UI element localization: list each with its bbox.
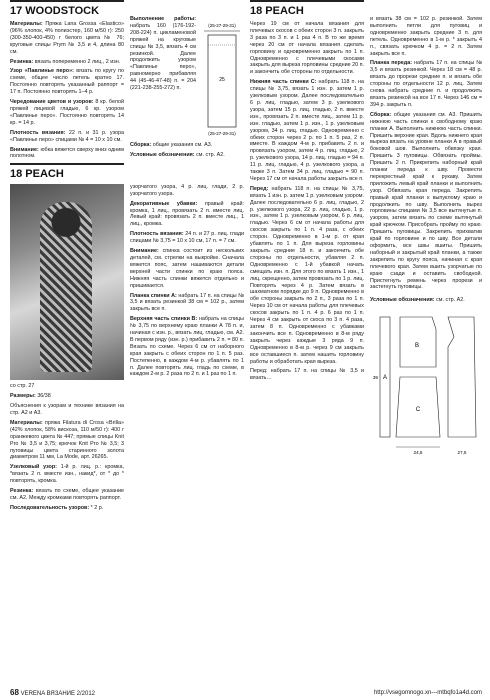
piece-label-a: A (382, 375, 388, 382)
piece-label-b: B (414, 343, 420, 350)
page-number: 68 (10, 688, 19, 697)
paragraph: Плотность вязания: 24 п. и 27 р. лиц. глади спицами № 3,75 = 10 х 10 см, 17 п. = 7 см. (130, 231, 244, 245)
paragraph: Планка переда: набрать 17 п. на спицы № 3,5 и вязать резинкой. Через 18 см = 48 р. вязать до прорези средние п. и вязать обе стороны по отдельности 12 р. лиц. Затем снова набрать средние п. и продолжить вязать резинкой на все 17 п. Через 146 см = 394 р. закрыть п. (370, 60, 482, 108)
model-photo (10, 184, 124, 380)
section-title-woodstock: 17 WOODSTOCK (10, 0, 124, 18)
paragraph: Резинка: вязать по схеме, общее указание см. А2. Между кромками повторять раппорт. (10, 488, 124, 501)
paragraph: Декоративные убавки: правый край: кромка, 1 лиц., провязать 2 п. вместе лиц. Левый край: провязать 2 п. вместе лиц., 1 лиц., кромка. (130, 200, 244, 228)
paragraph: Узор «Павлинье перо»: вязать по кругу по схеме, общее число петель кратно 17. Постоянно повторять указанный раппорт = 17 п. Постоянно повторять 1–4 р. (10, 68, 124, 96)
page-footer (10, 688, 482, 698)
piece-b (400, 317, 436, 367)
paragraph: Сборка: общие указания см. А3. (130, 142, 213, 148)
paragraph: Выполнение работы: набрать 160 (176-192-208-224) п. цикламеновой пряжей на круговые спицы № 3,5, вязать 4 см резинкой. Далее продолжить узором «Павлинье перо», равномерно прибавляя 44 (45-46-47-48) п. = 204 (221-238-255-272) п. (130, 16, 196, 92)
paragraph: Перед: набрать 118 п. на спицы № 3,75, вязать 1 изн. р. затем 1 р. узелковым узором. Далее последовательно 6 р. лиц. гладью, 2 р. узелкового узора, 22 р. лиц. гладью, 1 р. изн., затем 1 р. узелковым узором, 6 р. лиц. гладью. Через 6 см от начала работы для скосов закрыть по 1 п. 4 раза, с обеих сторон. Одновременно в 1-м р. от края убавлять по 1 п. Для выреза горловины закрыть средние 18 п. и закончить обе стороны по отдельности, убавляя 2 п. Одновременно с 1-й убавкой начать смещать изн. п. Для этого по вязать 1 изн., 1 лиц. скрещенно, затем провязать по 1 р. лиц. Повторять через 4 р. Затем вязать в шахматном порядке до 9 п. Одновременно в обе стороны закрыть по 2 п., 3 раза по 1 п. Через 10 см от начала работы для плечевых скосов закрыть по 1 п. 4 р. 6 раз по 1 п. Через 4 см закрыть от скоса по 3 п. 4 раза, затем 8 п. Одновременно с убавками закончить все п. Одновременно в 8-м ряду закрыть через каждые 3 ряда 9 п. Одновременно в 8-м р. через 9 см закрыть все оставшиеся п. затем нашить горловину работы и обработать края выреза. (250, 185, 364, 365)
paragraph: Перед: набрать 17 п. на спицы № 3,5 и вязать… (250, 368, 364, 382)
paragraph: Чередование цветов и узоров: 8 кр. белой пряжей лицевой гладью, 6 кр. узором «Павлинье перо». Постоянно повторять 14 кр. = 14 р. (10, 99, 124, 126)
watermark-url[interactable]: http://vsegomnogo.xn---mtbqfo1a4d.com (373, 690, 482, 696)
schema-dimension: 24,5 (413, 450, 423, 456)
column-2 (130, 0, 244, 686)
paragraph: Размеры: 36/38 (10, 393, 51, 400)
column-4 (370, 0, 482, 686)
column-3 (250, 0, 364, 686)
paragraph: Объяснения к узорам и технике вязания на стр. А2 и А3. (10, 403, 124, 417)
piece-label-c: C (415, 407, 421, 414)
paragraph: Нижняя часть спинки С: набрать 118 п. на спицы № 3,75, вязать 1 изн. р. затем 1 р. узелковым узором. Далее последовательно 6 р. лиц. гладью, затем 3 р. узелкового узора, затем 15 р. лиц. гладью, 2 п. вместе изн., провязать 2 п. вместе лиц., затем 11 р. изн. гладью, затем 1 р. изн., 1 р. узелковым узором, 34 р. лиц. гладью. Одновременно с обеих сторон через 2 р. по 1 п. 5 раз, 2 п. вместе. В каждом 4-м р. прибавить 2 п. и провязать узором, затем 4 р. лиц. гладью, 2 р. узелкового узора, 14 р. лиц. гладью = 94 п. 11 р. лиц. гладью, 4 р. узелкового узора, а также 3 п. Затем 34 р. лиц. гладью = 90 п. Через 17 см от начала работы закрыть все п. (250, 79, 364, 182)
paragraph: Последовательность узоров: * 2 р. (10, 504, 104, 511)
paragraph: узорчатого узора, 4 р. лиц. глади, 2 р. узорчатого узора. (130, 183, 244, 197)
schema-dimension: (25-27-29-31) (208, 131, 236, 136)
paragraph: Материалы: Пряжа Lana Grossa «Elastico» (96% хлопок, 4% полиэстер, 160 м/50 г): 250 (300-350-400-450) г белого цвета № 76; круговые спицы Prym № 3,5 и 4, длина 80 см. (10, 21, 124, 55)
paragraph: Условные обозначения: см. стр. А2. (370, 297, 465, 304)
paragraph: Сборка: общие указания см. А3. Пришить нижнюю часть спинки к свободному краю планки А. Выполнить нижнюю часть спинки. Пришить верхние края. Вдоль нижнего края выреза вязать на уровне планки А в правый боковой шов. Выполнить обвязку края. Пришить 3 пуговицы. Обвязать проймы. Пришить 2 п. Прикрепить наборный край планки переда к шву. Провести перекрестный край к рукаву. Затем приложить левый край планки и выполнить узор. Обвязать края переда. Закрепить правый край планки к выпуклому краю и продолжить по шву. Выполнить вырез горловины спицами № 3,5 все вытянутые п. узором, затем вязать по схеме вытянутый край крючком. Присобрать пройму по краю. Пришить пуговицы. Закрепить прихватив край по горловине и по шву. Все детали оформить, все швы вшиты. Пришить наборный и закрытый край планки, а также закрепить по кругу пояса, начиная с края плечевого края. Затем вшить узорчатые по краю сзади и оставить свободной. Пристегнуть ремень через прорези и застегнуть пуговицы. (370, 111, 482, 291)
paragraph: Внимание: спинка состоит из нескольких деталей, см. стрелки на выкройке. Сначала вяжется пояс, затем нашиваются детали верхней части спинки по краю пояса. Нижняя часть спинки вяжется отдельно и пришивается. (130, 248, 244, 289)
photo-reference: со стр. 27 (10, 383, 35, 390)
paragraph: Материалы: пряжа Filatura di Crosa «Brilla» (42% хлопок, 58% вискоза, 110 м/50 г): 400 г оранжевого цвета № 447; прямые спицы Knit Pro № 3,5 и 3,75; крючок Knit Pro № 3,5; 3 пуговицы цвета старинного золота диаметром 11 мм, La Mode, арт. 26265. (10, 419, 124, 461)
schema-dimension: 39 (372, 375, 378, 381)
schema-dimension: 27,5 (457, 450, 467, 456)
paragraph: Узелковый узор: 1-й р. лиц. р.: кромка, *вязать 2 п. вместе изн., накид*, от * до * повторять, кромка. (10, 464, 124, 485)
paragraph: Резинка: вязать попеременно 2 лиц., 2 изн. (10, 58, 121, 65)
magazine-name: VERENA ВЯЗАНИЕ 2/2012 (20, 691, 96, 697)
schema-dimension: (25-27-29-31) (208, 23, 236, 28)
section-title-peach: 18 PEACH (250, 0, 364, 18)
schema-dimension: 25 (219, 77, 225, 83)
paragraph: Верхняя часть спинки В: набрать на спицы № 3,75 по верхнему краю планки А 78 п. и, начиная с изн. р., вязать лиц. гладью, см. А2. В первом ряду (изн. р.) прибавить 2 п. = 80 п. Вязать по схеме. Через 6 см от наборного края закрыть с обеих сторон по 1 п. 5 раз. Постепенно, в каждом 4-м р. убавлять по 1 п. Далее повторять лиц. гладь по схеме, в каждом 2-м р. 2 раза по 2 п. и 1 раз по 1 п. (130, 316, 244, 378)
model-figure (40, 202, 92, 372)
paragraph: Планка спинки А: набрать 17 п. на спицы № 3,5 и вязать резинкой 38 см = 102 р., затем закрыть все п. (130, 292, 244, 313)
column-1 (10, 0, 124, 686)
paragraph: Условные обозначения: см. стр. А2. (130, 151, 225, 158)
piece-front (448, 317, 476, 437)
garment-schema (370, 307, 482, 457)
paragraph: Плотность вязания: 22 п. и 31 р. узора «Павлинье перо» спицами № 4 = 10 х 10 см. (10, 129, 124, 143)
skirt-schema (200, 19, 244, 139)
section-title-peach: 18 PEACH (10, 163, 124, 181)
paragraph: Внимание: юбка вяжется сверху вниз одним полотном. (10, 146, 124, 160)
paragraph: и вязать 38 см = 102 р. резинкой. Затем выполнить петли для пуговиц и одновременно закрыть средние 3 п. для петель. Одновременно в 1-м р. * закрыть 4 п., связать крючком 4 р. = 2 п. Затем закрыть все п. (370, 16, 482, 57)
paragraph: Через 19 см от начала вязания для плечевых скосов с обеих сторон 3 п. закрыть 3 раза по 3 п. и 1 раз 4 п. В то же время через 20 см от начала вязания сделать горловину и одновременно закрыть по 1 п. Одновременно с плечевыми скосами закрыть для выреза горловины средние 20 п. и закончить обе стороны по отдельности. (250, 21, 364, 76)
